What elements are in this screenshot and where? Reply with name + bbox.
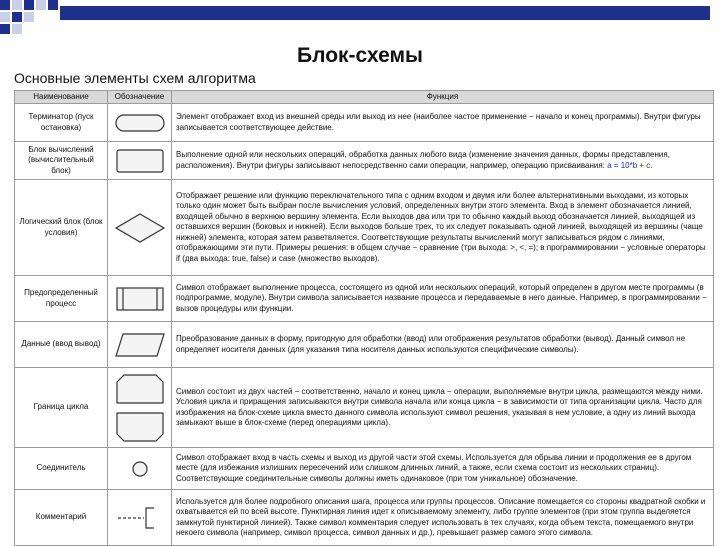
assignment-example: a = 10*b + c. — [607, 160, 653, 170]
element-name: Соединитель — [15, 448, 108, 490]
table-header-row — [15, 91, 714, 104]
element-description: Символ состоит из двух частей − соответственно, начало и конец цикла − операции, выполняемые внутри цикла, размещаются между ними. Условия цикла и приращения записываются внутри символа начала или конца цикла − в зависимости от типа организации цикла. Часто для изображения на блок-схеме цикла вместо данного символа используют символ решения, указывая в нем условие, а одну из линий выхода замыкают выше в блок-схеме (перед операциями цикла). — [172, 368, 714, 448]
element-description: Используется для более подробного описания шага, процесса или группы процессов. Описание помещается со стороны квадратной скобки и охватывается ей по всей высоте. Пунктирная линия идет к описываемому элементу, либо группе элементов (при этом группа выделяется замкнутой пунктирной линией). Также символ комментария следует использовать в тех случаях, когда объем текста, помещаемого внутри некоего символа (например, символ процесса, символ данных и др.), превышает размер самого этого символа. — [172, 490, 714, 546]
element-name: Данные (ввод вывод) — [15, 322, 108, 368]
comment-shape-icon — [114, 505, 166, 531]
element-description: Элемент отображает вход из внешней среды или выход из нее (наиболее частое применение − начало и конец программы). Внутри фигуры записывается соответствующее действие. — [172, 104, 714, 142]
table-row — [15, 368, 714, 448]
header-function: Функция — [172, 91, 714, 104]
decor-square-icon — [0, 0, 10, 10]
data-shape-icon — [114, 332, 166, 358]
loop-limit-shape-icon — [114, 372, 166, 444]
element-name: Блок вычислений (вычислительный блок) — [15, 142, 108, 180]
table-row — [15, 322, 714, 368]
page-subtitle: Основные элементы схем алгоритма — [14, 70, 256, 86]
decor-square-icon — [12, 12, 22, 22]
decor-square-icon — [12, 24, 22, 34]
header-name: Наименование — [15, 91, 108, 104]
table-row — [15, 180, 714, 276]
element-name: Граница цикла — [15, 368, 108, 448]
table-row — [15, 142, 714, 180]
flowchart-elements-table — [14, 90, 714, 546]
page-title: Блок-схемы — [297, 44, 423, 67]
header-symbol: Обозначение — [108, 91, 172, 104]
decision-shape-icon — [114, 212, 166, 244]
process-shape-icon — [114, 148, 166, 174]
element-description: Выполнение одной или нескольких операций, обработка данных любого вида (изменение значения данных, формы представления, расположения). Внутри фигуры записывают непосредственно сами операции, например, операцию присваивания: — [176, 150, 670, 170]
header-bar — [60, 6, 710, 20]
predefined-process-shape-icon — [114, 286, 166, 312]
decor-square-icon — [24, 12, 34, 22]
table-row — [15, 276, 714, 322]
decor-square-icon — [48, 0, 58, 10]
decor-square-icon — [12, 0, 22, 10]
decorative-header — [0, 0, 720, 40]
decor-square-icon — [24, 0, 34, 10]
element-name: Предопределенный процесс — [15, 276, 108, 322]
connector-shape-icon — [114, 459, 166, 479]
table-row — [15, 490, 714, 546]
element-name: Логический блок (блок условия) — [15, 180, 108, 276]
element-description: Преобразование данных в форму, пригодную для обработки (ввод) или отображения результатов обработки (вывод). Данный символ не определяет носителя данных (для указания типа носителя данных используются специфические символы). — [172, 322, 714, 368]
element-name: Терминатор (пуск остановка) — [15, 104, 108, 142]
table-row — [15, 448, 714, 490]
element-name: Комментарий — [15, 490, 108, 546]
decor-square-icon — [0, 24, 10, 34]
element-description: Символ отображает вход в часть схемы и выход из другой части этой схемы. Используется для обрыва линии и продолжения ее в другом месте (для избежания излишних пересечений или слишком длинных линий, а также, если схема состоит из нескольких страниц). Соответствующие соединительные символы должны иметь одинаковое (при том уникальное) обозначение. — [172, 448, 714, 490]
table-row — [15, 104, 714, 142]
element-description: Отображает решение или функцию переключательного типа с одним входом и двумя или более альтернативными выходами, из которых только один может быть выбран после вычисления условий, определенных внутри этого элемента. Вход в элемент обозначается линией, входящей обычно в верхнюю вершину элемента. Если выходов два или три то обычно каждый выход обозначается линией, выходящей из оставшихся вершин (боковых и нижней). Если выходов больше трех, то их следует показывать одной линией, выходящей из вершины (чаще нижней) элемента, которая затем разветвляется. Соответствующие результаты вычислений могут записываться рядом с линиями, отображающими эти пути. Примеры решения: в общем случае − сравнение (три выхода: >, <, =); в программировании − условные операторы if (два выхода: true, false) и case (множество выходов). — [172, 180, 714, 276]
decor-square-icon — [36, 0, 46, 10]
decor-square-icon — [0, 12, 10, 22]
terminator-shape-icon — [114, 113, 166, 133]
element-description: Символ отображает выполнение процесса, состоящего из одной или нескольких операций, который определен в другом месте программы (в подпрограмме, модуле). Внутри символа записывается название процесса и передаваемые в него данные. Например, в программировании − вызов процедуры или функции. — [172, 276, 714, 322]
